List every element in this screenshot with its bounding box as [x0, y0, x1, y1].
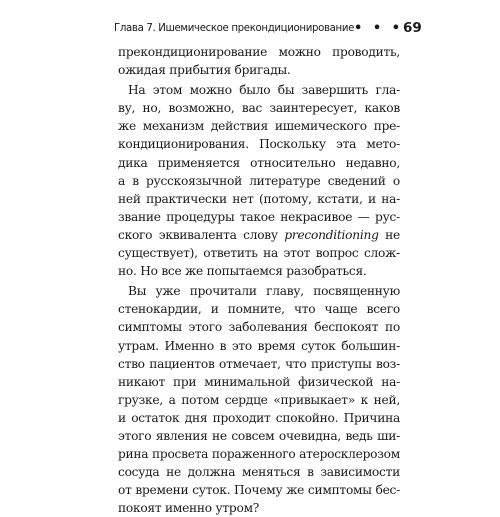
text-line: На этом можно было бы завершить гла- — [128, 83, 400, 98]
text-line: существует), ответить на этот вопрос слож- — [118, 246, 400, 261]
page-number: 69 — [403, 20, 422, 36]
text-line: стенокардии, и помните, что чаще всего — [118, 302, 400, 317]
text-line: рина просвета пораженного атеросклерозом — [118, 447, 400, 462]
text-line: а в русскоязычной литературе сведений о — [118, 173, 400, 188]
text-line: ней практически нет (потому, кстати, и на- — [118, 191, 400, 206]
running-head — [114, 17, 422, 39]
text-line: утрам. Именно в это время суток большин- — [118, 338, 400, 353]
text-line: прекондиционирование можно проводить, — [118, 45, 400, 59]
text-line: Вы уже прочитали главу, посвященную — [128, 284, 400, 299]
text-line: же механизм действия ишемического пре- — [118, 119, 400, 134]
text-line: от времени суток. Почему же симптомы бес- — [118, 483, 400, 498]
paragraph — [118, 81, 400, 280]
text-line: и остаток дня проходит спокойно. Причина — [118, 410, 400, 425]
text-line: ство пациентов отмечает, что приступы воз- — [118, 356, 400, 371]
text-line: звание процедуры такое некрасивое — рус- — [118, 209, 400, 224]
text-line: сосуда не должна меняться в зависимости — [118, 465, 400, 480]
text-line: ского эквивалента слову preconditioning не — [118, 227, 400, 242]
text-line: ожидая прибытия бригады. — [118, 63, 291, 78]
text-line: этого явления не совсем очевидна, ведь ши- — [118, 428, 400, 443]
paragraph — [118, 43, 400, 79]
text-line: покоят именно утром? — [118, 501, 260, 516]
text-line: ву, но, возможно, вас заинтересует, каков — [118, 101, 400, 116]
text-line: никают при минимальной физической на- — [118, 374, 400, 389]
paragraph — [118, 282, 400, 517]
text-line: симптомы этого заболевания беспокоят по — [118, 320, 400, 335]
text-line: дика применяется относительно недавно, — [118, 155, 400, 170]
text-line: грузке, а потом сердце «привыкает» к ней, — [118, 392, 400, 407]
text-line: но. Но все же попытаемся разобраться. — [118, 264, 367, 279]
body-text — [118, 43, 400, 517]
chapter-title: Глава 7. Ишемическое прекондиционирование — [114, 22, 355, 34]
text-line: кондиционирования. Поскольку эта мето- — [118, 137, 400, 152]
header-separator: • • • — [354, 20, 404, 36]
